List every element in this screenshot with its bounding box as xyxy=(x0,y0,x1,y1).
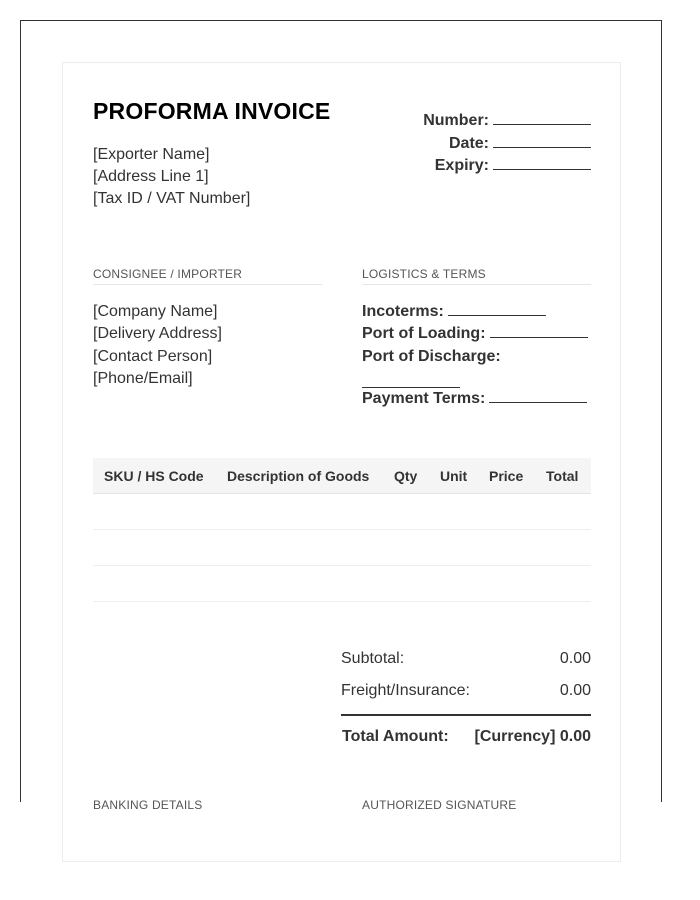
table-header xyxy=(93,458,591,494)
consignee-block xyxy=(93,301,222,390)
expiry-label: Expiry: xyxy=(434,157,489,174)
date-blank-line xyxy=(493,134,591,148)
invoice-meta xyxy=(423,110,591,178)
col-description: Description of Goods xyxy=(227,468,370,484)
meta-number xyxy=(423,110,591,133)
discharge-blank-line xyxy=(362,368,460,388)
table-row[interactable] xyxy=(93,494,591,530)
consignee-company: [Company Name] xyxy=(93,303,218,320)
payment-label: Payment Terms: xyxy=(362,389,486,407)
table-row[interactable] xyxy=(93,530,591,566)
loading-blank-line xyxy=(490,324,588,338)
exporter-tax-id: [Tax ID / VAT Number] xyxy=(93,190,251,207)
col-price: Price xyxy=(489,468,524,484)
exporter-name: [Exporter Name] xyxy=(93,146,210,163)
items-table xyxy=(93,458,591,602)
document-frame xyxy=(20,20,662,812)
payment-blank-line xyxy=(489,389,587,403)
col-sku: SKU / HS Code xyxy=(104,468,204,484)
consignee-contact: [Contact Person] xyxy=(93,347,213,365)
discharge-label: Port of Discharge: xyxy=(362,347,501,365)
total-amount-label: Total Amount: xyxy=(342,728,449,745)
incoterms-label: Incoterms: xyxy=(362,303,444,320)
consignee-phone-email: [Phone/Email] xyxy=(93,369,193,387)
total-amount-row xyxy=(341,728,591,758)
incoterms-blank-line xyxy=(448,302,546,316)
subtotal-row xyxy=(341,648,591,680)
payment-row xyxy=(362,388,591,410)
table-row[interactable] xyxy=(93,566,591,602)
number-label: Number: xyxy=(423,112,489,129)
invoice-title: PROFORMA INVOICE xyxy=(93,98,331,124)
date-label: Date: xyxy=(448,134,489,152)
subtotal-value: 0.00 xyxy=(559,650,591,667)
meta-expiry xyxy=(423,155,591,178)
freight-row xyxy=(341,680,591,712)
logistics-heading: LOGISTICS & TERMS xyxy=(362,267,591,285)
totals-block xyxy=(341,648,591,758)
number-blank-line xyxy=(493,111,591,125)
signature-heading: AUTHORIZED SIGNATURE xyxy=(362,798,517,812)
col-total: Total xyxy=(546,468,579,484)
col-qty: Qty xyxy=(394,468,418,484)
invoice-sheet xyxy=(62,62,621,862)
logistics-block xyxy=(362,301,591,410)
banking-heading: BANKING DETAILS xyxy=(93,798,203,812)
exporter-address: [Address Line 1] xyxy=(93,168,209,185)
exporter-block xyxy=(93,144,250,210)
incoterms-row xyxy=(362,301,591,323)
consignee-address: [Delivery Address] xyxy=(93,325,222,343)
freight-label: Freight/Insurance: xyxy=(341,682,470,699)
expiry-blank-line xyxy=(493,156,591,170)
col-unit: Unit xyxy=(440,468,468,484)
loading-label: Port of Loading: xyxy=(362,325,486,343)
freight-value: 0.00 xyxy=(559,682,591,699)
consignee-heading: CONSIGNEE / IMPORTER xyxy=(93,267,322,285)
total-amount-value: [Currency] 0.00 xyxy=(474,728,591,745)
subtotal-label: Subtotal: xyxy=(341,650,405,667)
discharge-row xyxy=(362,346,591,388)
meta-date xyxy=(423,133,591,156)
totals-divider xyxy=(341,714,591,716)
loading-row xyxy=(362,323,591,345)
